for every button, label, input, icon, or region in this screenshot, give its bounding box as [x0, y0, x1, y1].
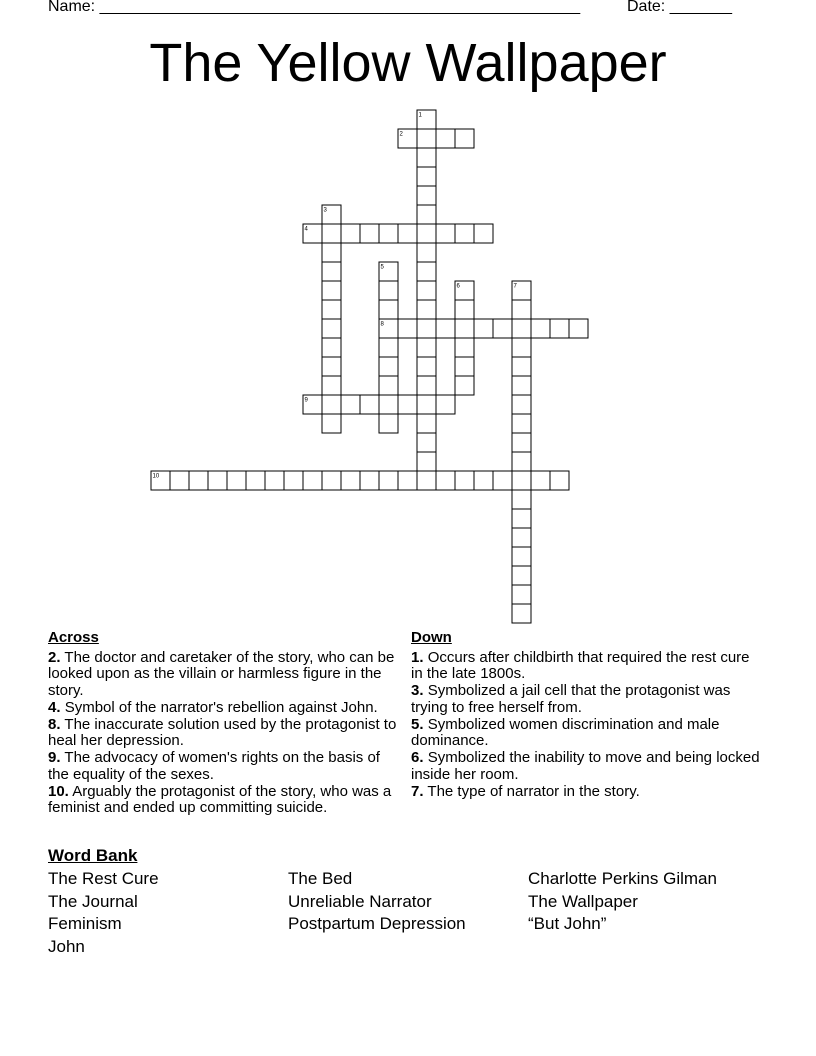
clue-number: 7.	[411, 782, 424, 800]
crossword-cell[interactable]	[303, 224, 322, 243]
down-clues	[411, 630, 761, 801]
crossword-cell[interactable]	[322, 471, 341, 490]
clue-text: The doctor and caretaker of the story, who can be looked upon as the villain or harmless figure in the story.	[48, 648, 395, 699]
crossword-cell[interactable]	[379, 224, 398, 243]
word-bank-item: “But John”	[528, 914, 607, 934]
word-bank-item: The Wallpaper	[528, 891, 638, 911]
crossword-cell[interactable]	[512, 281, 531, 300]
crossword-cell[interactable]	[417, 452, 436, 471]
crossword-cell[interactable]	[398, 471, 417, 490]
crossword-cell[interactable]	[512, 547, 531, 566]
crossword-cell[interactable]	[417, 395, 436, 414]
crossword-cell[interactable]	[436, 224, 455, 243]
page-title: The Yellow Wallpaper	[149, 33, 667, 93]
crossword-cell[interactable]	[322, 262, 341, 281]
crossword-cell[interactable]	[512, 471, 531, 490]
clue-number: 1.	[411, 648, 424, 666]
down-heading: Down	[411, 629, 452, 646]
crossword-cell[interactable]	[417, 338, 436, 357]
crossword-cell[interactable]	[455, 471, 474, 490]
crossword-cell[interactable]	[417, 186, 436, 205]
crossword-cell[interactable]	[379, 319, 398, 338]
crossword-cell[interactable]	[303, 471, 322, 490]
crossword-cell[interactable]	[455, 357, 474, 376]
crossword-cell[interactable]	[341, 395, 360, 414]
crossword-cell[interactable]	[379, 300, 398, 319]
crossword-cell[interactable]	[512, 300, 531, 319]
crossword-cell[interactable]	[417, 205, 436, 224]
crossword-cell[interactable]	[284, 471, 303, 490]
clue-text: Symbol of the narrator's rebellion against John.	[64, 698, 378, 716]
crossword-cell[interactable]	[417, 357, 436, 376]
crossword-cell[interactable]	[322, 395, 341, 414]
crossword-cell[interactable]	[303, 395, 322, 414]
crossword-cell[interactable]	[379, 281, 398, 300]
clue-text: Symbolized a jail cell that the protagonist was trying to free herself from.	[411, 682, 731, 716]
crossword-cell[interactable]	[322, 205, 341, 224]
word-bank-column	[528, 868, 717, 936]
crossword-cell[interactable]	[379, 471, 398, 490]
crossword-cell[interactable]	[265, 471, 284, 490]
across-clue	[48, 700, 403, 717]
crossword-cell[interactable]	[398, 395, 417, 414]
crossword-cell[interactable]	[512, 490, 531, 509]
crossword-cell[interactable]	[436, 395, 455, 414]
across-heading: Across	[48, 629, 99, 646]
crossword-cell[interactable]	[379, 262, 398, 281]
cell-number-label: 10	[152, 473, 160, 480]
down-clue	[411, 750, 761, 783]
crossword-cell[interactable]	[417, 167, 436, 186]
crossword-cell[interactable]	[531, 319, 550, 338]
crossword-cell[interactable]	[151, 471, 170, 490]
crossword-cell[interactable]	[417, 110, 436, 129]
clue-number: 9.	[48, 749, 61, 766]
clue-number: 4.	[48, 698, 61, 716]
crossword-cell[interactable]	[512, 528, 531, 547]
clue-text: Symbolized the inability to move and being locked inside her room.	[411, 749, 760, 783]
crossword-cell[interactable]	[417, 129, 436, 148]
clue-text: Occurs after childbirth that required the rest cure in the late 1800s.	[411, 648, 750, 682]
crossword-cell[interactable]	[322, 243, 341, 262]
crossword-cell[interactable]	[379, 395, 398, 414]
crossword-cell[interactable]	[512, 604, 531, 623]
word-bank-title: Word Bank	[48, 846, 138, 865]
clue-text: The inaccurate solution used by the protagonist to heal her depression.	[48, 715, 397, 749]
crossword-cell[interactable]	[512, 319, 531, 338]
clue-text: Symbolized women discrimination and male dominance.	[411, 715, 720, 749]
crossword-cell[interactable]	[417, 376, 436, 395]
crossword-cell[interactable]	[379, 376, 398, 395]
cell-number-label: 3	[323, 207, 327, 214]
cell-number-label: 5	[380, 264, 384, 271]
crossword-cell[interactable]	[455, 338, 474, 357]
crossword-cell[interactable]	[379, 357, 398, 376]
crossword-cell[interactable]	[512, 376, 531, 395]
crossword-cell[interactable]	[208, 471, 227, 490]
crossword-cell[interactable]	[436, 471, 455, 490]
word-bank-item: Postpartum Depression	[288, 914, 466, 934]
crossword-cell[interactable]	[379, 338, 398, 357]
crossword-cell[interactable]	[322, 414, 341, 433]
word-bank-item: Unreliable Narrator	[288, 891, 432, 911]
clue-text: Arguably the protagonist of the story, who was a feminist and ended up committing suicide.	[48, 782, 392, 816]
crossword-cell[interactable]	[417, 319, 436, 338]
crossword-cell[interactable]	[341, 471, 360, 490]
crossword-cell[interactable]	[322, 224, 341, 243]
crossword-cell[interactable]	[569, 319, 588, 338]
crossword-cell[interactable]	[417, 300, 436, 319]
crossword-cell[interactable]	[360, 471, 379, 490]
across-clues	[48, 630, 403, 817]
crossword-cell[interactable]	[398, 224, 417, 243]
clue-number: 10.	[48, 782, 69, 800]
crossword-cell[interactable]	[227, 471, 246, 490]
crossword-cell[interactable]	[360, 224, 379, 243]
word-bank-item: The Bed	[288, 869, 353, 888]
word-bank-item: Charlotte Perkins Gilman	[528, 869, 717, 888]
crossword-cell[interactable]	[512, 433, 531, 452]
cell-number-label: 9	[304, 397, 308, 404]
word-bank-item: John	[48, 937, 85, 957]
crossword-cell[interactable]	[531, 471, 550, 490]
crossword-cell[interactable]	[455, 376, 474, 395]
crossword-cell[interactable]	[455, 281, 474, 300]
crossword-cell[interactable]	[512, 395, 531, 414]
crossword-cell[interactable]	[493, 319, 512, 338]
crossword-cell[interactable]	[455, 129, 474, 148]
crossword-cell[interactable]	[417, 471, 436, 490]
clue-number: 3.	[411, 682, 424, 699]
word-bank-item: Feminism	[48, 914, 122, 934]
crossword-cell[interactable]	[322, 338, 341, 357]
crossword-cell[interactable]	[170, 471, 189, 490]
clue-number: 2.	[48, 648, 61, 666]
crossword-cell[interactable]	[398, 129, 417, 148]
down-clue	[411, 683, 761, 716]
crossword-cell[interactable]	[436, 129, 455, 148]
crossword-cell[interactable]	[512, 414, 531, 433]
crossword-cell[interactable]	[398, 319, 417, 338]
clue-number: 6.	[411, 749, 424, 766]
crossword-cell[interactable]	[417, 414, 436, 433]
crossword-cell[interactable]	[512, 338, 531, 357]
cell-number-label: 8	[380, 321, 384, 328]
word-bank-item: The Rest Cure	[48, 869, 159, 888]
word-bank-item: The Journal	[48, 891, 138, 911]
crossword-cell[interactable]	[455, 224, 474, 243]
across-clue	[48, 784, 403, 817]
crossword-cell[interactable]	[493, 471, 512, 490]
crossword-cell[interactable]	[474, 319, 493, 338]
down-clue	[411, 784, 761, 801]
crossword-cell[interactable]	[246, 471, 265, 490]
crossword-cell[interactable]	[322, 319, 341, 338]
crossword-cell[interactable]	[436, 319, 455, 338]
crossword-cell[interactable]	[322, 357, 341, 376]
across-clue	[48, 650, 403, 700]
word-bank-column	[48, 868, 159, 959]
crossword-cell[interactable]	[474, 224, 493, 243]
cell-number-label: 2	[399, 131, 403, 138]
crossword-cell[interactable]	[512, 509, 531, 528]
crossword-cell[interactable]	[455, 300, 474, 319]
crossword-cell[interactable]	[417, 243, 436, 262]
crossword-cell[interactable]	[417, 281, 436, 300]
down-clue	[411, 717, 761, 750]
crossword-cell[interactable]	[322, 281, 341, 300]
cell-number-label: 7	[513, 283, 517, 290]
word-bank-column	[288, 868, 466, 936]
crossword-cell[interactable]	[322, 300, 341, 319]
down-clue	[411, 650, 761, 683]
crossword-cell[interactable]	[360, 395, 379, 414]
crossword-cell[interactable]	[417, 433, 436, 452]
cell-number-label: 4	[304, 226, 308, 233]
crossword-cell[interactable]	[512, 566, 531, 585]
across-clue	[48, 717, 403, 750]
crossword-cell[interactable]	[512, 585, 531, 604]
crossword-cell[interactable]	[512, 452, 531, 471]
crossword-cell[interactable]	[379, 414, 398, 433]
clue-number: 5.	[411, 715, 424, 733]
date-field-label: Date: _______	[627, 0, 732, 15]
crossword-cell[interactable]	[341, 224, 360, 243]
cell-number-label: 1	[418, 112, 422, 119]
crossword-cell[interactable]	[417, 262, 436, 281]
name-field-label: Name: ______________________________________________________	[48, 0, 581, 15]
crossword-cell[interactable]	[417, 148, 436, 167]
crossword-cell[interactable]	[189, 471, 208, 490]
clue-text: The type of narrator in the story.	[427, 782, 640, 800]
crossword-cell[interactable]	[512, 357, 531, 376]
crossword-cell[interactable]	[550, 471, 569, 490]
clue-text: The advocacy of women's rights on the basis of the equality of the sexes.	[48, 749, 380, 783]
crossword-cell[interactable]	[455, 319, 474, 338]
crossword-cell[interactable]	[322, 376, 341, 395]
crossword-cell[interactable]	[550, 319, 569, 338]
clue-number: 8.	[48, 715, 61, 733]
crossword-cell[interactable]	[474, 471, 493, 490]
cell-number-label: 6	[456, 283, 460, 290]
crossword-cell[interactable]	[417, 224, 436, 243]
across-clue	[48, 750, 403, 783]
